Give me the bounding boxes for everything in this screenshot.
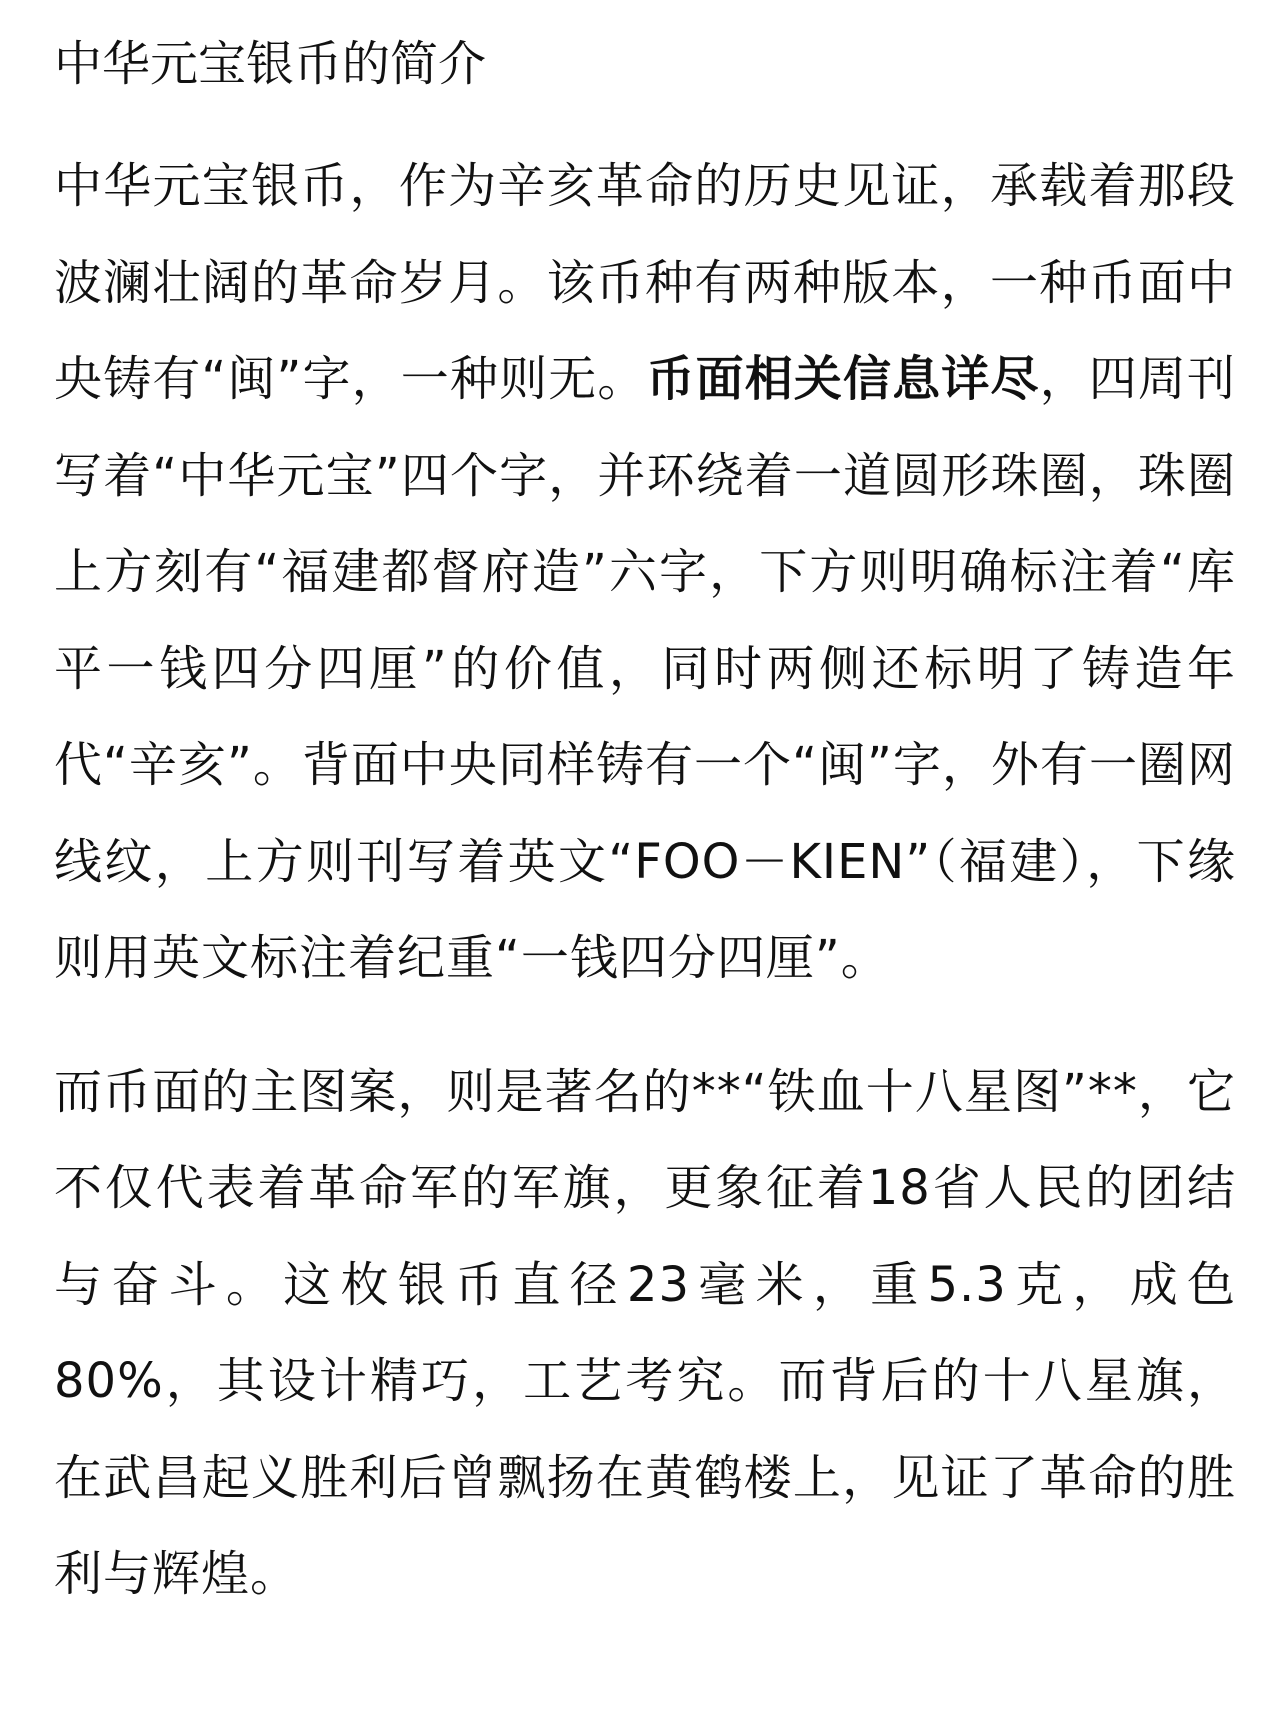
paragraph-coin-description: [54, 138, 1236, 1007]
paragraph1-text-start: 中华元宝银币，作为辛亥革命的历史见证，承载着那段波澜壮阔的革命岁月。该币种有两种版本，一种币面中央铸有“闽”字，一种则无。: [54, 158, 1236, 407]
paragraph-main-pattern: 而币面的主图案，则是著名的**“铁血十八星图”**，它不仅代表着革命军的军旗，更象征着18省人民的团结与奋斗。这枚银币直径23毫米，重5.3克，成色80%，其设计精巧，工艺考究。而背后的十八星旗，在武昌起义胜利后曾飘扬在黄鹤楼上，见证了革命的胜利与辉煌。: [54, 1063, 1236, 1602]
scrollbar[interactable]: [1278, 0, 1284, 500]
paragraph1-bold-text: 币面相关信息详尽: [646, 351, 1040, 407]
paragraph1-text-end: ，四周刊写着“中华元宝”四个字，并环绕着一道圆形珠圈，珠圈上方刻有“福建都督府造”六字，下方则明确标注着“库平一钱四分四厘”的价值，同时两侧还标明了铸造年代“辛亥”。背面中央同样铸有一个“闽”字，外有一圈网线纹，上方则刊写着英文“FOO－KIEN”（福建），下缘则用英文标注着纪重“一钱四分四厘”。: [54, 351, 1236, 986]
article-title: 中华元宝银币的简介: [54, 36, 487, 92]
